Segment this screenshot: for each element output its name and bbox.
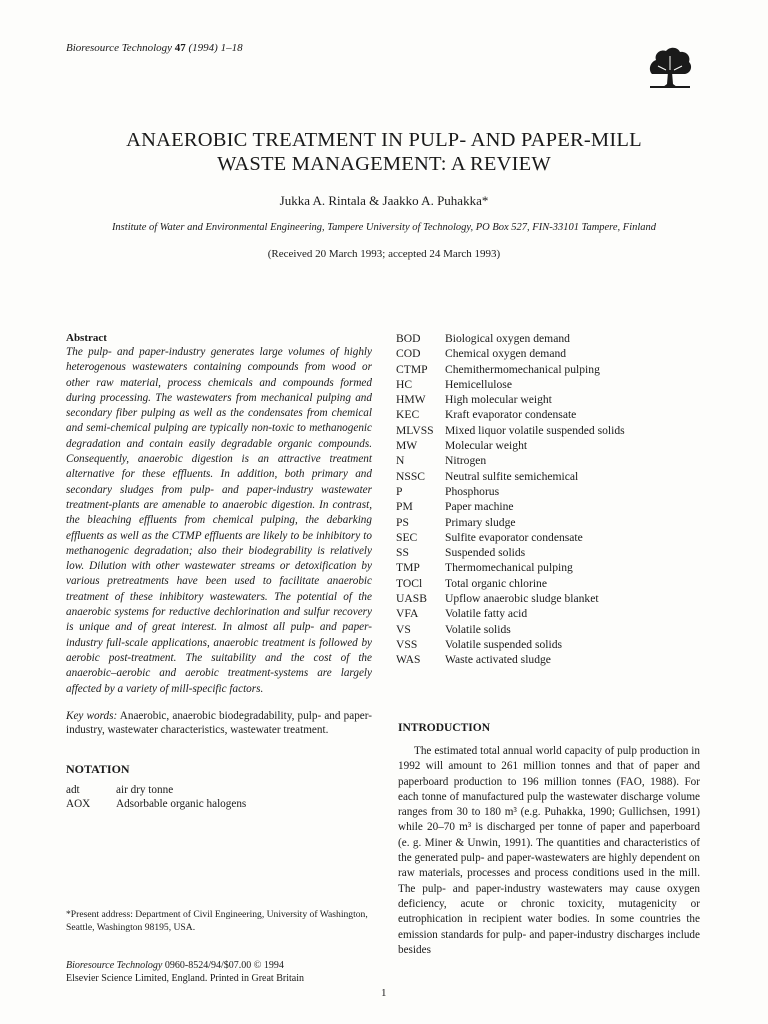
abbreviation-term: P [396, 484, 403, 498]
abbreviation-term: HMW [396, 393, 426, 407]
abbreviation-row [396, 453, 700, 468]
notation-row [66, 783, 372, 798]
introduction-heading: INTRODUCTION [398, 722, 491, 734]
abbreviation-term: MLVSS [396, 423, 434, 437]
article-title [40, 128, 728, 176]
footnote: *Present address: Department of Civil Engineering, University of Washington, Seattle, Washington 98195, USA. [66, 909, 368, 933]
received-dates: (Received 20 March 1993; accepted 24 March 1993) [267, 248, 501, 260]
title-line-2: WASTE MANAGEMENT: A REVIEW [217, 153, 551, 175]
abbreviation-meaning: Hemicellulose [445, 377, 512, 391]
abbreviation-term: PS [396, 515, 409, 529]
abbreviation-row [396, 606, 700, 621]
abbreviation-meaning: High molecular weight [445, 393, 552, 407]
abbreviation-term: NSSC [396, 469, 426, 483]
abbreviation-list [396, 331, 700, 668]
abbreviation-term: VS [396, 622, 411, 636]
abbreviation-term: SS [396, 546, 409, 560]
abbreviation-term: PM [396, 500, 413, 514]
abbreviation-meaning: Thermomechanical pulping [445, 561, 573, 575]
elsevier-tree-logo-icon [646, 44, 694, 90]
keywords-label: Key words: [66, 709, 118, 722]
notation-meaning: Adsorbable organic halogens [116, 798, 247, 811]
left-column [66, 331, 372, 812]
abbreviation-term: MW [396, 439, 418, 453]
abbreviation-term: WAS [396, 653, 421, 667]
keywords [66, 709, 372, 738]
abbreviation-meaning: Chemical oxygen demand [445, 347, 567, 361]
copyright-journal: Bioresource Technology [66, 960, 163, 971]
abbreviation-meaning: Chemithermomechanical pulping [445, 362, 600, 376]
journal-name: Bioresource Technology [66, 42, 173, 54]
page-number: 1 [381, 987, 387, 999]
abbreviation-meaning: Sulfite evaporator condensate [445, 530, 583, 544]
abbreviation-meaning: Phosphorus [445, 484, 500, 498]
abbreviation-term: N [396, 454, 405, 468]
abbreviation-row [396, 362, 700, 377]
copyright [66, 960, 376, 985]
abbreviation-term: VFA [396, 607, 419, 621]
abbreviation-meaning: Waste activated sludge [445, 653, 551, 667]
notation-abbr: adt [66, 783, 80, 796]
abbreviation-row [396, 530, 700, 545]
abbreviation-row [396, 591, 700, 606]
copyright-line1: 0960-8524/94/$07.00 © 1994 [164, 960, 284, 971]
abbreviation-meaning: Biological oxygen demand [445, 332, 570, 345]
abbreviation-row [396, 652, 700, 667]
abbreviation-row [396, 423, 700, 438]
abbreviation-meaning: Molecular weight [445, 439, 528, 453]
abbreviation-row [396, 469, 700, 484]
title-line-1: ANAEROBIC TREATMENT IN PULP- AND PAPER-MILL [126, 129, 642, 151]
journal-year-pages: (1994) 1–18 [188, 42, 243, 54]
abbreviation-term: HC [396, 377, 413, 391]
abbreviation-term: KEC [396, 408, 420, 422]
abbreviation-meaning: Total organic chlorine [445, 576, 547, 590]
notation-heading: NOTATION [66, 761, 130, 776]
introduction-text: The estimated total annual world capacity of pulp production in 1992 will amount to 261 million tonnes and that of paper and paperboard production to 196 million tonnes (FAO, 1988). For each tonne of manufactured pulp the wastewater discharge volume ranges from 30 to 180 m³ (e.g. Puhakka, 1990; Gullichsen, 1991) while 20–70 m³ is discharged per tonne of paper and paperboard (e. g. Miner & Unwin, 1991). The quantities and characteristics of the generated pulp- and paper-wastewaters are highly dependent on raw materials, processes and process conditions used in the mill. The pulp- and paper-industry wastewaters may cause oxygen deficiency, acute or chronic toxicity, mutagenicity or eutrophication in recipient water bodies. In some countries the emission standards for pulp- and paper-industry discharges include besides [398, 745, 700, 956]
abbreviation-term: VSS [396, 637, 418, 651]
abbreviation-row [396, 637, 700, 652]
abbreviation-row [396, 515, 700, 530]
abbreviation-meaning: Suspended solids [445, 546, 526, 560]
right-column [396, 331, 700, 668]
abbreviation-meaning: Volatile solids [445, 622, 511, 636]
abbreviation-term: BOD [396, 332, 421, 345]
abbreviation-term: TMP [396, 561, 420, 575]
abbreviation-row [396, 499, 700, 514]
journal-volume: 47 [174, 42, 186, 54]
abbreviation-meaning: Volatile fatty acid [445, 607, 528, 621]
abbreviation-meaning: Kraft evaporator condensate [445, 408, 577, 422]
abbreviation-row [396, 484, 700, 499]
abbreviation-row [396, 560, 700, 575]
notation-meaning: air dry tonne [116, 783, 174, 796]
abbreviation-row [396, 438, 700, 453]
abbreviation-row [396, 346, 700, 361]
abbreviation-term: TOCl [396, 576, 423, 590]
abbreviation-meaning: Neutral sulfite semichemical [445, 469, 579, 483]
journal-header [66, 42, 243, 54]
abbreviation-term: UASB [396, 592, 427, 606]
abbreviation-row [396, 407, 700, 422]
abbreviation-meaning: Upflow anaerobic sludge blanket [445, 592, 599, 606]
abstract-text: The pulp- and paper-industry generates large volumes of highly heterogenous wastewaters containing compounds from wood or other raw material, process chemicals and compounds formed during processing. The wastewaters from mechanical pulping and secondary fiber pulping as well as the condensates from chemical and semi-chemical pulping are typically non-toxic to methanogenic degradation and contain easily degradable organic compounds. Consequently, anaerobic digestion is an attractive treatment alternative for these effluents. In addition, both primary and secondary sludges from pulp- and paper-industry wastewater treatment-plants are amenable to anaerobic digestion. In contrast, the bleaching effluents from chemical pulping, the debarking effluents as well as the CTMP effluents are likely to be inhibitory to methanogenic degradation; also their biodegrability is relatively low. Dilution with other wastewater streams or detoxification by various pretreatments have been used to facilitate anaerobic treatment of these inhibitory wastewaters. The potential of the anaerobic systems for reductive dechlorination and sulfur recovery is unique and of great interest. In almost all pulp- and paper-industry full-scale applications, anaerobic treatment is followed by aerobic post-treatment. The suitability and the cost of the anaerobic–aerobic and aerobic treatment-systems are largely affected by a variety of mill-specific factors. [66, 346, 372, 695]
copyright-line2: Elsevier Science Limited, England. Printed in Great Britain [66, 972, 304, 984]
abbreviation-row [396, 331, 700, 346]
abbreviation-row [396, 392, 700, 407]
abbreviation-meaning: Mixed liquor volatile suspended solids [445, 423, 625, 437]
abbreviation-meaning: Primary sludge [445, 515, 516, 529]
keywords-text: Anaerobic, anaerobic biodegradability, pulp- and paper-industry, wastewater characteristics, wastewater treatment. [66, 709, 373, 737]
affiliation: Institute of Water and Environmental Engineering, Tampere University of Technology, PO Box 527, FIN-33101 Tampere, Finland [111, 222, 657, 233]
notation-list [66, 783, 372, 812]
abstract-heading: Abstract [66, 332, 107, 344]
abbreviation-row [396, 545, 700, 560]
abbreviation-row [396, 622, 700, 637]
abbreviation-meaning: Paper machine [445, 500, 514, 514]
abbreviation-term: SEC [396, 530, 418, 544]
notation-row [66, 797, 372, 812]
abbreviation-meaning: Volatile suspended solids [445, 637, 563, 651]
abbreviation-meaning: Nitrogen [445, 454, 487, 468]
abbreviation-row [396, 576, 700, 591]
abbreviation-term: COD [396, 347, 421, 361]
abbreviation-term: CTMP [396, 362, 428, 376]
notation-abbr: AOX [66, 798, 91, 811]
authors: Jukka A. Rintala & Jaakko A. Puhakka* [279, 193, 489, 208]
abbreviation-row [396, 377, 700, 392]
